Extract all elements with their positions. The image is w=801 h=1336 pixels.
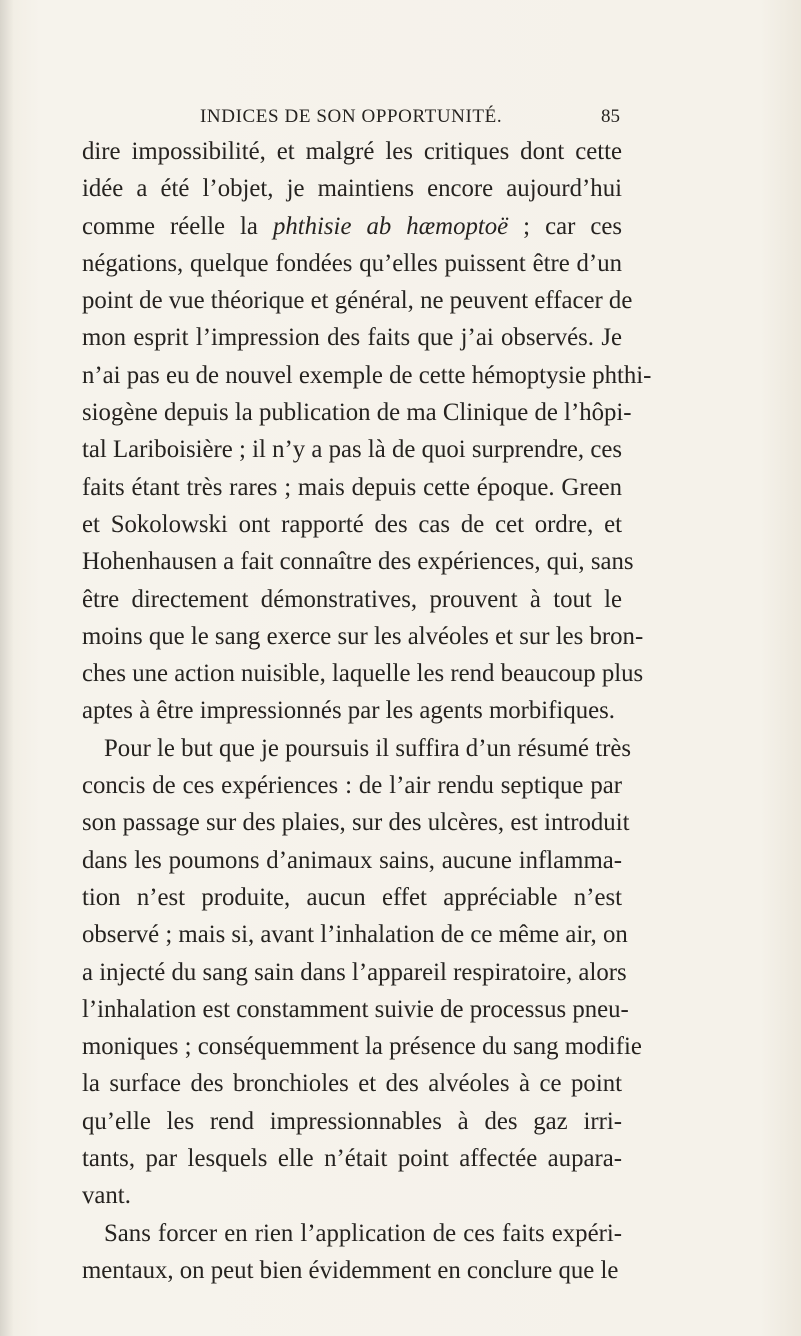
text-line: négations, quelque fondées qu’elles puissent être d’un <box>82 249 622 277</box>
text-line: point de vue théorique et général, ne peuvent effacer de <box>82 287 633 315</box>
text-line: et Sokolowski ont rapporté des cas de cet ordre, et <box>82 510 622 538</box>
text-line-start: comme réelle la <box>82 212 273 240</box>
text-line: a injecté du sang sain dans l’appareil respiratoire, alors <box>82 958 627 986</box>
page-header <box>0 106 801 136</box>
text-line: dire impossibilité, et malgré les critiques dont cette <box>82 138 622 165</box>
text-line-end: ; car ces <box>508 212 622 240</box>
text-line: l’inhalation est constamment suivie de processus pneu- <box>82 995 629 1023</box>
text-line: ches une action nuisible, laquelle les rend beaucoup plus <box>82 660 644 688</box>
text-line <box>82 208 622 245</box>
text-line: Hohenhausen a fait connaître des expériences, qui, sans <box>82 548 634 576</box>
text-line: vant. <box>82 1182 131 1210</box>
italic-term: phthisie ab hæmoptoë <box>272 212 509 240</box>
binding-gutter-shadow <box>0 0 14 1336</box>
text-line: la surface des bronchioles et des alvéoles à ce point <box>82 1070 622 1098</box>
text-line: idée a été l’objet, je maintiens encore aujourd’hui <box>82 175 622 203</box>
paragraph-start-line: Pour le but que je poursuis il suffira d’un résumé très <box>104 734 632 762</box>
body-text <box>82 133 652 1289</box>
text-line: dans les poumons d’animaux sains, aucune inflamma- <box>82 846 622 874</box>
text-line: être directement démonstratives, prouvent à tout le <box>82 585 622 613</box>
text-line: aptes à être impressionnés par les agents morbifiques. <box>82 697 615 725</box>
text-line: tants, par lesquels elle n’était point affectée aupara- <box>82 1145 622 1173</box>
text-line: siogène depuis la publication de ma Clinique de l’hôpi- <box>82 399 632 427</box>
text-line: mentaux, on peut bien évidemment en conclure que le <box>82 1256 619 1284</box>
text-line: observé ; mais si, avant l’inhalation de ce même air, on <box>82 921 628 949</box>
text-line: faits étant très rares ; mais depuis cette époque. Green <box>82 473 622 501</box>
text-line: n’ai pas eu de nouvel exemple de cette hémoptysie phthi- <box>82 361 652 389</box>
text-line: concis de ces expériences : de l’air rendu septique par <box>82 772 622 800</box>
paragraph-start-line: Sans forcer en rien l’application de ces faits expéri- <box>104 1219 622 1247</box>
text-line: moniques ; conséquemment la présence du sang modifie <box>82 1033 642 1061</box>
page-number: 85 <box>601 106 620 127</box>
text-line: tal Lariboisière ; il n’y a pas là de quoi surprendre, ces <box>82 436 622 464</box>
text-line: mon esprit l’impression des faits que j’ai observés. Je <box>82 324 622 352</box>
text-line: son passage sur des plaies, sur des ulcères, est introduit <box>82 809 630 837</box>
text-line: tion n’est produite, aucun effet appréciable n’est <box>82 883 622 911</box>
text-line: qu’elle les rend impressionnables à des gaz irri- <box>82 1107 622 1135</box>
text-line: moins que le sang exerce sur les alvéoles et sur les bron- <box>82 622 644 650</box>
running-head: INDICES DE SON OPPORTUNITÉ. <box>200 106 503 127</box>
